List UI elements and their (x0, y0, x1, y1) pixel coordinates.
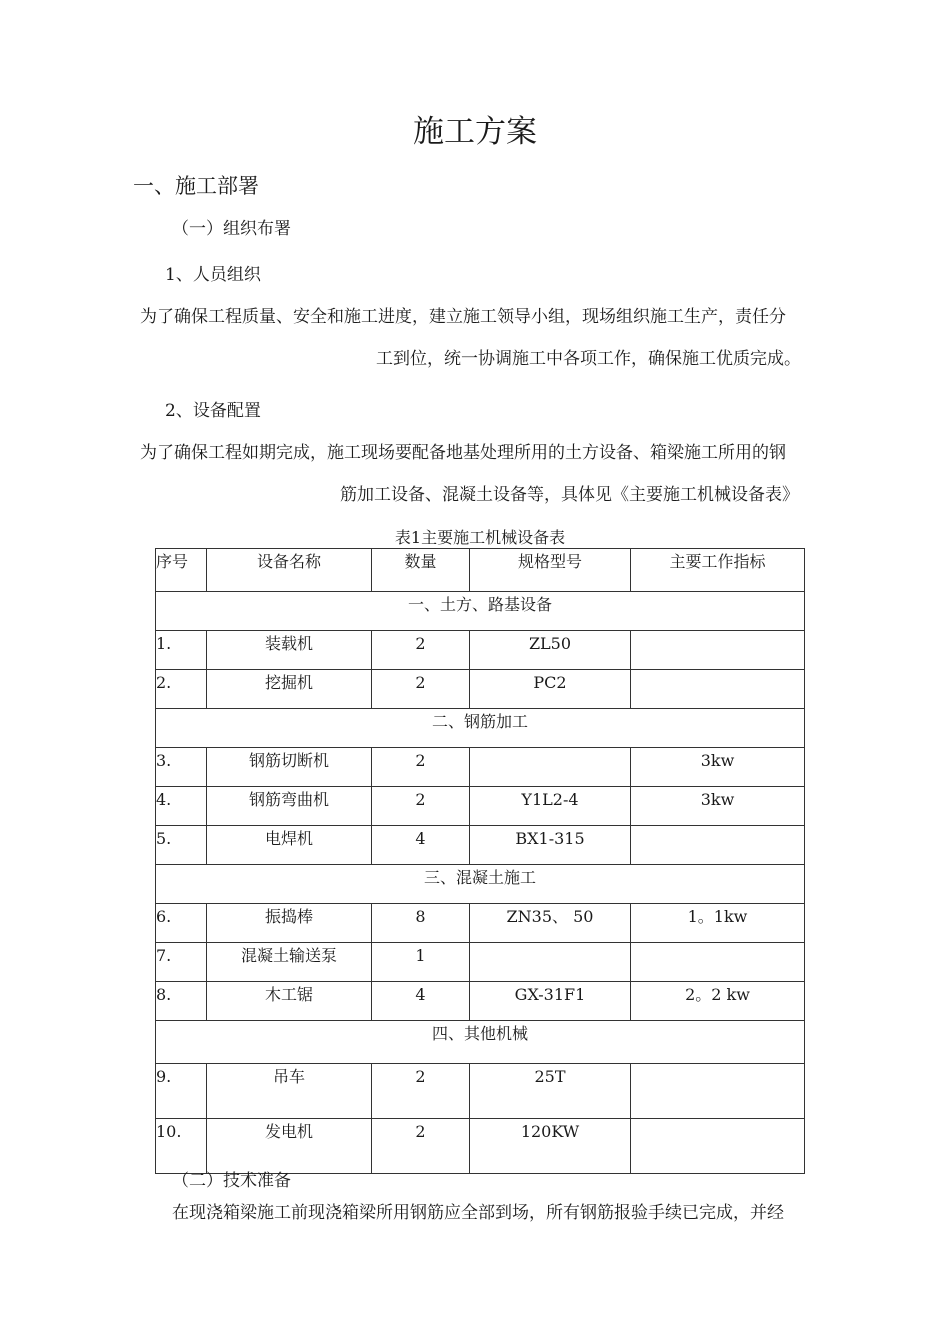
cell-name: 吊车 (207, 1064, 372, 1119)
subsection-heading-technical: （二）技术准备 (172, 1171, 291, 1191)
cell-model: ZL50 (470, 631, 631, 670)
cell-model: PC2 (470, 670, 631, 709)
cell-spec: 3kw (631, 787, 805, 826)
table-row (156, 826, 805, 865)
table-group-row (156, 709, 805, 748)
cell-name: 电焊机 (207, 826, 372, 865)
paragraph-equipment-line2: 筋加工设备、混凝土设备等，具体见《主要施工机械设备表》 (340, 485, 799, 505)
table-row (156, 904, 805, 943)
group-label: 四、其他机械 (156, 1021, 805, 1064)
group-label: 三、混凝土施工 (156, 865, 805, 904)
table-row (156, 670, 805, 709)
equipment-table (155, 548, 805, 1174)
cell-spec: 3kw (631, 748, 805, 787)
header-model: 规格型号 (470, 549, 631, 592)
item-heading-personnel: 1、人员组织 (165, 265, 261, 285)
table-row (156, 787, 805, 826)
cell-name: 木工锯 (207, 982, 372, 1021)
table-group-row (156, 865, 805, 904)
cell-spec (631, 1119, 805, 1174)
cell-qty: 4 (372, 982, 470, 1021)
subsection-heading-organization: （一）组织布署 (172, 219, 291, 239)
cell-model: GX-31F1 (470, 982, 631, 1021)
table-row (156, 943, 805, 982)
cell-model: 120KW (470, 1119, 631, 1174)
table-header-row (156, 549, 805, 592)
cell-qty: 8 (372, 904, 470, 943)
cell-qty: 2 (372, 631, 470, 670)
paragraph-technical-line1: 在现浇箱梁施工前现浇箱梁所用钢筋应全部到场，所有钢筋报验手续已完成，并经 (172, 1203, 784, 1223)
cell-qty: 2 (372, 670, 470, 709)
cell-model (470, 943, 631, 982)
group-label: 二、钢筋加工 (156, 709, 805, 748)
cell-no: 4. (156, 787, 207, 826)
paragraph-personnel-line1: 为了确保工程质量、安全和施工进度，建立施工领导小组，现场组织施工生产，责任分 (140, 307, 786, 327)
cell-name: 挖掘机 (207, 670, 372, 709)
cell-no: 5. (156, 826, 207, 865)
cell-model: Y1L2-4 (470, 787, 631, 826)
cell-no: 2. (156, 670, 207, 709)
header-name: 设备名称 (207, 549, 372, 592)
header-no: 序号 (156, 549, 207, 592)
cell-model: 25T (470, 1064, 631, 1119)
cell-model (470, 748, 631, 787)
group-label: 一、土方、路基设备 (156, 592, 805, 631)
table-caption: 表1主要施工机械设备表 (394, 528, 566, 547)
cell-spec (631, 943, 805, 982)
cell-spec (631, 826, 805, 865)
page-title: 施工方案 (413, 114, 537, 150)
table-row (156, 748, 805, 787)
cell-qty: 1 (372, 943, 470, 982)
cell-name: 钢筋弯曲机 (207, 787, 372, 826)
cell-no: 7. (156, 943, 207, 982)
cell-spec (631, 631, 805, 670)
cell-name: 钢筋切断机 (207, 748, 372, 787)
header-qty: 数量 (372, 549, 470, 592)
cell-name: 振捣棒 (207, 904, 372, 943)
section-heading-deployment: 一、施工部署 (133, 174, 259, 198)
table-group-row (156, 592, 805, 631)
cell-no: 9. (156, 1064, 207, 1119)
table-row (156, 982, 805, 1021)
cell-model: BX1-315 (470, 826, 631, 865)
cell-name: 混凝土输送泵 (207, 943, 372, 982)
cell-qty: 2 (372, 1119, 470, 1174)
cell-no: 3. (156, 748, 207, 787)
paragraph-personnel-line2: 工到位，统一协调施工中各项工作，确保施工优质完成。 (376, 349, 801, 369)
cell-no: 6. (156, 904, 207, 943)
cell-no: 8. (156, 982, 207, 1021)
cell-spec: 2。2 kw (631, 982, 805, 1021)
table-row (156, 631, 805, 670)
cell-no: 10. (156, 1119, 207, 1174)
cell-qty: 4 (372, 826, 470, 865)
cell-spec: 1。1kw (631, 904, 805, 943)
cell-qty: 2 (372, 1064, 470, 1119)
cell-model: ZN35、 50 (470, 904, 631, 943)
cell-spec (631, 1064, 805, 1119)
table-group-row (156, 1021, 805, 1064)
cell-no: 1. (156, 631, 207, 670)
cell-qty: 2 (372, 748, 470, 787)
paragraph-equipment-line1: 为了确保工程如期完成，施工现场要配备地基处理所用的土方设备、箱梁施工所用的钢 (140, 443, 786, 463)
cell-name: 装载机 (207, 631, 372, 670)
table-row (156, 1064, 805, 1119)
cell-spec (631, 670, 805, 709)
cell-qty: 2 (372, 787, 470, 826)
header-spec: 主要工作指标 (631, 549, 805, 592)
cell-name: 发电机 (207, 1119, 372, 1174)
item-heading-equipment: 2、设备配置 (165, 401, 261, 421)
